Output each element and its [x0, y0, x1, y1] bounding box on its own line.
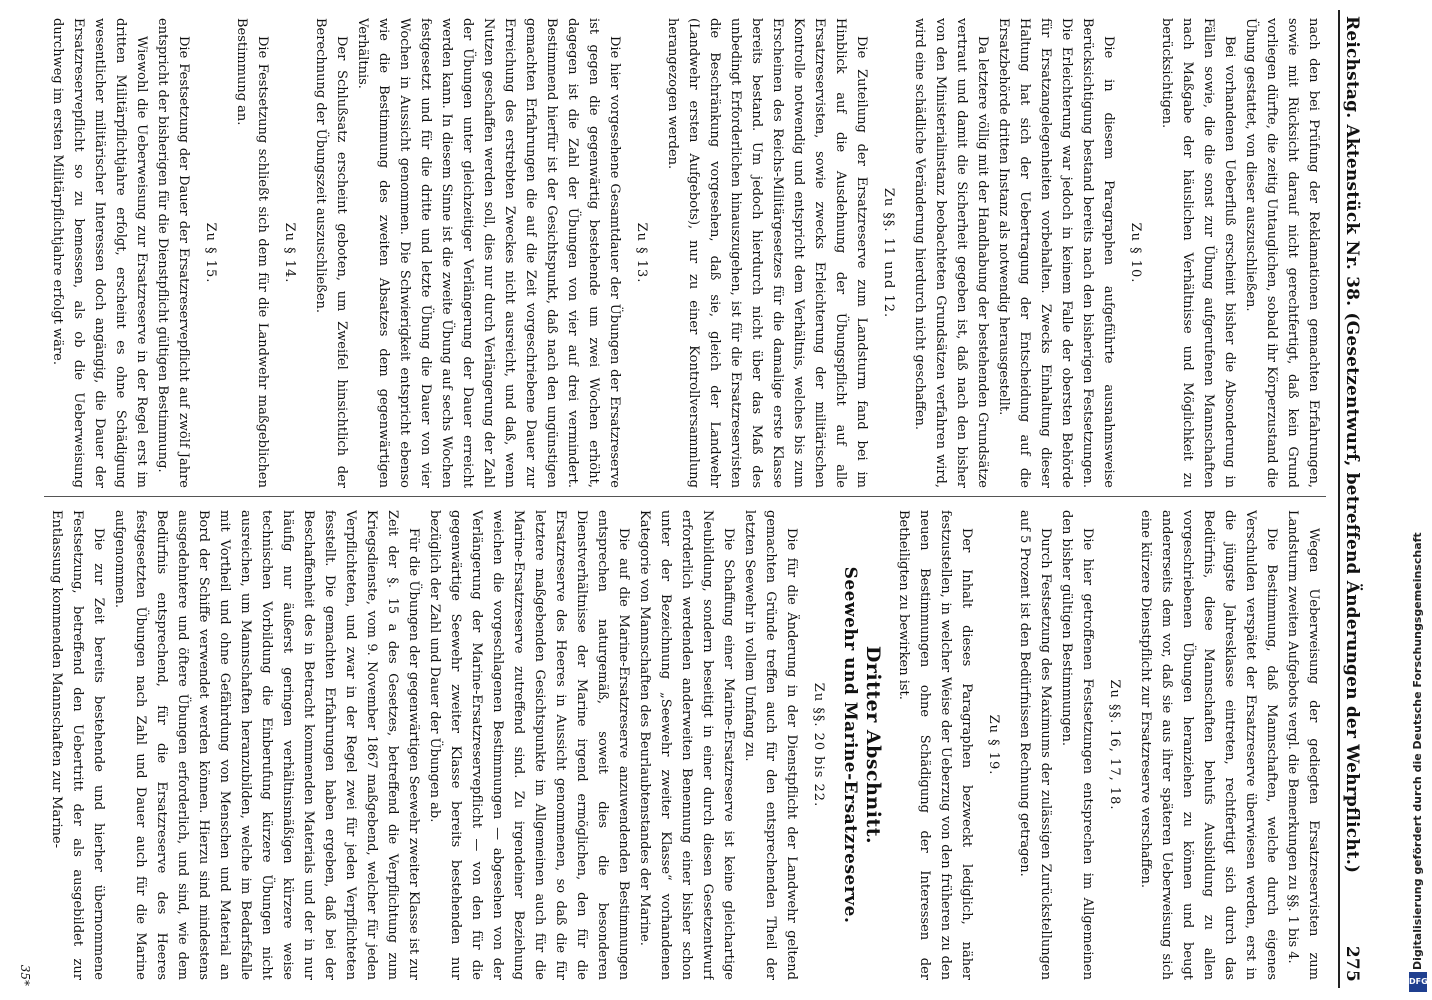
dfg-logo-icon: DFG: [1409, 972, 1427, 992]
column-divider: [44, 496, 1326, 497]
paragraph: Die zur Zeit bereits bestehende und hierher übernommene Festsetzung, betreffend den Uebertritt der als ausgebildet zur Entlassung kommenden Mannschaften zur Marine-: [49, 510, 106, 980]
digitization-text: Digitalisierung gefördert durch die Deutsche Forschungsgemeinschaft: [1411, 532, 1424, 970]
part-subtitle: Seewehr und Marine-Ersatzreserve.: [840, 566, 860, 924]
paragraph: Der Inhalt dieses Paragraphen bezweckt lediglich, näher festzustellen, in welcher Weise der Ueberzug von den früheren zu den neuen Bestimmungen ohne Schädigung der Interessen der Betheiligten zu bewirken ist.: [896, 510, 974, 980]
paragraph: Die Festsetzung schließt sich dem für die Landwehr maßgeblichen Bestimmung an.: [234, 18, 270, 488]
page-header: [1338, 10, 1372, 988]
part-title: Dritter Abschnitt.: [862, 645, 884, 845]
paragraph: Wegen Ueberweisung der gediegten Ersatzreservisten zum Landsturm zweiten Aufgebots vergl. die Bemerkungen zu §§. 1 bis 4.: [1285, 510, 1321, 980]
paragraph: Die Festsetzung der Dauer der Ersatzreservepflicht auf zwölf Jahre entspricht der bisherigen für die Dienstpflicht gültigen Bestimmung.: [155, 18, 191, 488]
paragraph: Da letztere völlig mit der Handhabung der bestehenden Grundsätze vertraut und damit die Sicherheit gegeben ist, daß nach den bisher von den Ministerialinstanz beobachteten Grundsätzen verfahren wird, wird eine schädliche Veränderung hierdurch nicht geschaffen.: [912, 18, 990, 488]
paragraph: nach den bei Prüfung der Reklamationen gemachten Erfahrungen, sowie mit Rücksicht darauf nicht gerechtfertigt, daß kein Grund vorliegen dürfte, die zeitig Untauglichen, sobald ihr Körperzustand die Übung gestattet, von dieser auszuschließen.: [1243, 18, 1321, 488]
paragraph: Für die Übungen der gegenwärtigen Seewehr zweiter Klasse ist zur Zeit der §. 15 a des Gesetzes, betreffend die Verpflichtung zum Kriegsdienste, vom 9. November 1867 maßgebend, welcher für jeden Verpflichteten, und zwar in der Regel zwei für jeden Verpflichteten fesstellt. Die gemachten Erfahrungen haben ergeben, daß bei der Beschaffenheit des in Betracht kommenden Materials und der in nur häufig nur äußerst geringen verhältnismäßigen kürzere weise technischen Vorbildung die Einberufung kürzere Übungen nicht ausreichen, um Mannschaften heranzubilden, welche im Bedarfsfalle mit Vortheil und ohne Gefährdung von Menschen und Material an Bord der Schiffe verwendet werden können. Hierzu sind mindestens ausgedehntere und öftere Übungen erforderlich, und sind, wie dem Bedürfnis entsprechend, für die Ersatzreserve des Heeres festgesetzten Übungen nach Zahl und Dauer auch für die Marine aufgenommen.: [112, 510, 421, 980]
paragraph: Die Zuteilung der Ersatzreserve zum Landsturm fand bei im Hinblick auf die Ausdehnung der Übungspflicht auf alle Ersatzreservisten, sowie zwecks Erleichterung der militärischen Kontrolle notwendig und entspricht dem Verhältnis, welches bis zum Erscheinen des Reichs-Militärgesetzes für die damalige erste Klasse bereits bestand. Um jedoch hierdurch nicht über das Maß des unbedingt Erforderlichen hinauszugehen, ist für die Ersatzreservisten die Beschränkung vorgesehen, daß sie, gleich der Landwehr (Landwehr ersten Aufgebots), nur zu einer Kontrollversammlung herangezogen werden.: [665, 18, 869, 488]
paragraph: Die in diesem Paragraphen aufgeführte ausnahmsweise Berücksichtigung bestand bereits nach den bisherigen Festsetzungen. Die Erleichterung war jedoch in keinem Falle der obersten Behörde für Ersatzangelegenheiten vorbehalten. Zwecks Einhaltung dieser Haltung hat sich der Uebertragung der Entscheidung auf die Ersatzbehörde dritten Instanz als notwendig herausgestellt.: [996, 18, 1116, 488]
section-heading: Zu § 14.: [282, 222, 297, 284]
paragraph: Die hier vorgesehene Gesamtdauer der Übungen der Ersatzreserve ist gegen die gegenwärtig bestehende um zwei Wochen erhöht, dagegen ist die Zahl der Übungen von vier auf drei vermindert. Bestimmend hierfür ist der Gesichtspunkt, daß nach den ungünstigen gemachten Erfahrungen die auf die Zeit vorgeschriebene Dauer zur Erreichung des erstrebten Zweckes nicht ausreicht, und daß, wenn Nutzen geschaffen werden soll, dies nur durch Verlängerung der Zahl der Übungen unter gleichzeitiger Verlängerung der Dauer erreicht werden kann. In diesem Sinne ist die zweite Übung auf sechs Wochen festgesetzt und für die dritte und letzte Übung die Dauer von vier Wochen in Aussicht genommen. Die Schwierigkeit entspricht ebenso wie die Bestimmung des zweiten Absatzes dem gegenwärtigen Verhältnis.: [355, 18, 622, 488]
page-number: 275: [1342, 945, 1362, 982]
section-heading: Zu §§. 11 und 12.: [881, 187, 896, 319]
section-heading: Zu § 15.: [203, 222, 218, 284]
paragraph: Wiewohl die Ueberweisung zur Ersatzreserve in der Regel erst im dritten Militärpflichtjahre erfolgt, erscheint es ohne Schädigung wesentlicher militärischer Interessen doch angängig, die Dauer der Ersatzreservepflicht so zu bemessen, als ob die Ueberweisung durchweg im ersten Militärpflichtjahre erfolgt wäre.: [50, 18, 149, 488]
paragraph: Die für die Änderung in der Dienstpflicht der Landwehr geltend gemachten Gründe treffen auch für den entsprechenden Theil der letzten Seewehr in vollem Umfang zu.: [742, 510, 799, 980]
paragraph: Bei vorhandenen Ueberfluß erscheint bisher die Absonderung in Fällen sowie, die die sonst zur Übung aufgerufenen Mannschaften nach Maßgabe der häuslichen Verhältnisse und Möglichkeit zu berücksichtigen.: [1159, 18, 1237, 488]
section-heading: Zu §§. 20 bis 22.: [811, 682, 826, 808]
paragraph: Durch Festsetzung des Maximums der zulässigen Zurückstellungen auf 5 Prozent ist den Bedürfnissen Rechnung getragen.: [1017, 510, 1053, 980]
paragraph: Die Bestimmung, daß Mannschaften, welche durch eigenes Verschulden verspätet der Ersatzreserve überwiesen werden, erst in die jüngste Jahresklasse eintreten, rechtfertigt sich durch das Bedürfnis, diese Mannschaften behufs Ausbildung zu allen vorgeschriebenen Übungen heranziehen zu können und beugt andererseits dem vor, daß sie aus ihrer späteren Ueberweisung sich eine kürzere Dienstpflicht zur Ersatzreserve verschaffen.: [1138, 510, 1279, 980]
section-heading: Zu § 19.: [986, 714, 1001, 776]
section-heading: Zu § 10.: [1128, 222, 1143, 284]
paragraph: Die hier getroffenen Festsetzungen entsprechen im Allgemeinen den bisher gültigen Bestimmungen.: [1059, 510, 1095, 980]
header-title: Reichstag. Aktenstück Nr. 38. (Gesetzentwurf, betreffend Änderungen der Wehrpflicht.): [1342, 16, 1362, 874]
section-heading: Zu §§. 16, 17, 18.: [1107, 679, 1122, 811]
digitization-note: [1404, 0, 1432, 1000]
paragraph: Der Schlußsatz erscheint geboten, um Zweifel hinsichtlich der Berechnung der Übungszeit auszuschließen.: [313, 18, 349, 488]
paragraph: Die auf die Marine-Ersatzreserve anzuwendenden Bestimmungen entsprechen naturgemäß, soweit dies die besonderen Dienstverhältnisse der Marine irgend ermöglichen, den für die Ersatzreserve des Heeres in Aussicht genommenen, so daß die für letztere maßgebenden Gesichtspunkte im Allgemeinen auch für die Marine-Ersatzreserve zutreffend sind. Zu irgendeiner Beziehung weichen die vorgeschlagenen Bestimmungen — abgesehen von der Verlängerung der Marine-Ersatzreservepflicht — von den für die gegenwärtige Seewehr zweiter Klasse bereits bestehenden nur bezüglich der Zahl und Dauer der Übungen ab.: [427, 510, 631, 980]
right-column: [44, 510, 1324, 980]
signature-mark: 35*: [18, 964, 32, 986]
left-column: [44, 18, 1324, 488]
paragraph: Die Schaffung einer Marine-Ersatzreserve ist keine gleichartige Neubildung, sondern beseitigt in einer durch diesen Gesetzentwurf erforderlich werdenden anderweiten Benennung einer bisher schon unter der Bezeichnung „Seewehr zweiter Klasse“ vorhandenen Kategorie von Mannschaften des Beurlaubtenstandes der Marine.: [637, 510, 736, 980]
section-heading: Zu § 13.: [634, 222, 649, 284]
